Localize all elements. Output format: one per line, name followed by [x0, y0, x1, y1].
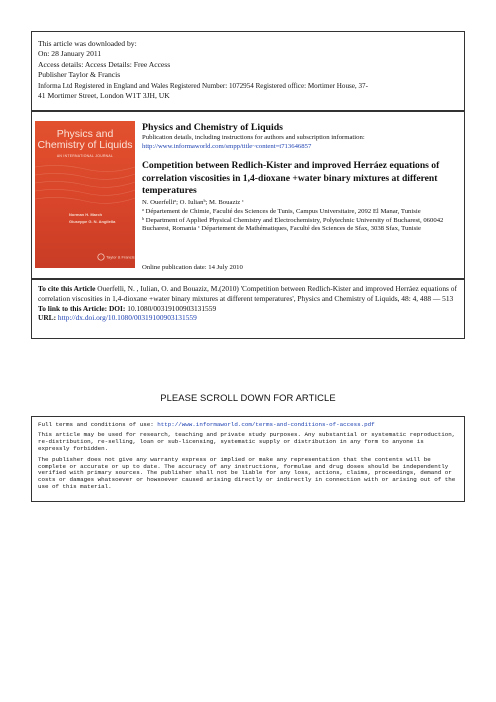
- publisher-logo-icon: [97, 252, 135, 262]
- online-publication-date: Online publication date: 14 July 2010: [142, 264, 243, 271]
- cover-editor-1: Norman H. March: [69, 212, 103, 217]
- terms-line: [38, 422, 458, 429]
- cover-texture: [35, 161, 135, 211]
- cover-title: [35, 129, 135, 151]
- download-line: This article was downloaded by:: [38, 39, 137, 48]
- terms-url-link[interactable]: http://www.informaworld.com/terms-and-conditions-of-access.pdf: [157, 421, 375, 428]
- cite-text: Ouerfelli, N. , Iulian, O. and Bouaziz, M.(2010) 'Competition between Redlich-Kister and improved Herráez equations of correlation viscosities in 1,4-dioxane +water binary mixtures at different temperatures', Physics and Chemistry of Liquids, 48: 4, 488 — 513: [38, 284, 457, 303]
- logo-text: Taylor & Francis: [106, 254, 135, 260]
- journal-cover-image: [35, 121, 135, 268]
- cover-subtitle: AN INTERNATIONAL JOURNAL: [56, 154, 114, 158]
- url-label: URL:: [38, 313, 57, 323]
- citation-box: [31, 279, 465, 339]
- doi-value: 10.1080/00319100903131559: [125, 303, 217, 313]
- cover-title-line2: Chemistry of Liquids: [37, 139, 133, 151]
- scroll-notice: PLEASE SCROLL DOWN FOR ARTICLE: [160, 392, 336, 403]
- article-info-box: [31, 111, 465, 279]
- terms-box: [31, 416, 465, 502]
- article-title: Competition between Redlich-Kister and improved Herráez equations of correlation viscosities in 1,4-dioxane +water binary mixtures at different temperatures: [142, 160, 440, 197]
- publisher: Publisher Taylor & Francis: [38, 70, 121, 80]
- publication-details: Publication details, including instructions for authors and subscription information:: [142, 134, 365, 141]
- download-date: On: 28 January 2011: [38, 49, 102, 59]
- url-line: [38, 313, 458, 323]
- doi-url-link[interactable]: http://dx.doi.org/10.1080/00319100903131559: [56, 313, 197, 323]
- terms-paragraph-2: The publisher does not give any warranty express or implied or make any representation that the contents will be complete or accurate or up to date. The accuracy of any instructions, formulae and drug doses should be independently verified with primary sources. The publisher shall not be liable for any loss, actions, claims, proceedings, demand or costs or damages whatsoever or howsoever caused arising directly or indirectly in connection with or arising out of the use of this material.: [38, 455, 456, 491]
- journal-name: Physics and Chemistry of Liquids: [142, 122, 283, 133]
- cover-editors: [69, 213, 131, 225]
- article-info: [142, 122, 462, 234]
- cite-label: To cite this Article: [38, 284, 96, 293]
- registration-address: 41 Mortimer Street, London W1T 3JH, UK: [38, 91, 170, 101]
- doi-line: [38, 304, 458, 314]
- affiliation-a: ᵃ Département de Chimie, Faculté des Sciences de Tunis, Campus Universitaire, 2092 El Manar, Tunisie: [142, 207, 421, 215]
- citation: [38, 284, 458, 304]
- affiliation-b: ᵇ Department of Applied Physical Chemistry and Electrochemistry, Polytechnic University of Bucharest, 060042 Bucharest, Romania ᶜ Département de Mathématiques, Faculté des Sciences de Sfax, 3038 Sfax, Tunisie: [142, 216, 444, 233]
- terms-prefix: Full terms and conditions of use:: [38, 421, 158, 428]
- registration-line: Informa Ltd Registered in England and Wales Registered Number: 1072954 Registered office: Mortimer House, 37-: [38, 81, 368, 90]
- terms-paragraph-1: This article may be used for research, teaching and private study purposes. Any substantial or systematic reproduction, re-distribution, re-selling, loan or sub-licensing, systematic supply or distribution in any form to anyone is expressly forbidden.: [38, 431, 456, 453]
- download-info-box: [31, 31, 465, 111]
- cover-editor-2: Giuseppe G. N. Angilella: [69, 219, 116, 225]
- publication-url-link[interactable]: http://www.informaworld.com/smpp/title~content=t713646857: [142, 142, 312, 150]
- access-details: Access details: Access Details: Free Access: [38, 59, 171, 69]
- authors: N. Ouerfelliᵃ; O. Iulianᵇ; M. Bouaziz ᶜ: [142, 198, 244, 206]
- doi-label: To link to this Article: DOI:: [38, 303, 126, 313]
- cover-title-line1: Physics and: [56, 128, 114, 140]
